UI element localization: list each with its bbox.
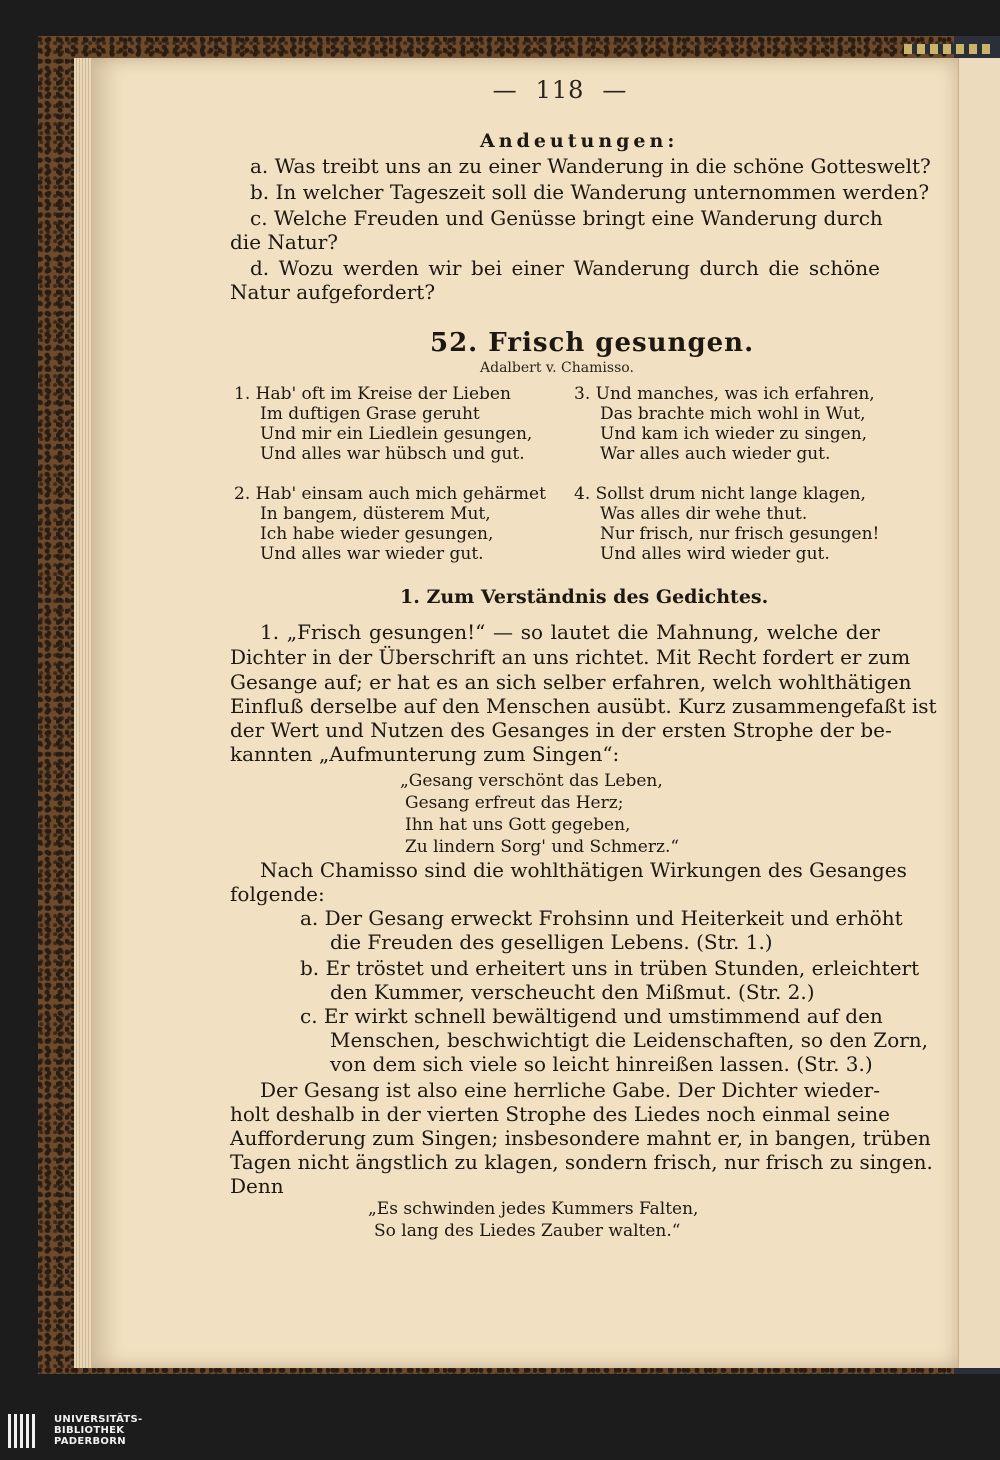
body-line: holt deshalb in der vierten Strophe des Liedes noch einmal seine — [230, 1102, 890, 1126]
poem-line: Was alles dir wehe thut. — [600, 504, 808, 524]
quote-line: „Es schwinden jedes Kummers Falten, — [368, 1199, 699, 1219]
quote-line: Ihn hat uns Gott gegeben, — [405, 815, 631, 835]
poem-line: Ich habe wieder gesungen, — [260, 524, 494, 544]
footer-bar — [0, 1410, 1000, 1460]
quote-line: So lang des Liedes Zauber walten.“ — [374, 1221, 681, 1241]
list-item: Menschen, beschwichtigt die Leidenschaften, so den Zorn, — [330, 1028, 929, 1052]
andeutung-line: a. Was treibt uns an zu einer Wanderung in die schöne Gotteswelt? — [250, 154, 931, 178]
body-line: Aufforderung zum Singen; insbesondere mahnt er, in bangen, trüben — [230, 1126, 931, 1150]
poem-author: Adalbert v. Chamisso. — [480, 360, 634, 376]
body-line: kannten „Aufmunterung zum Singen“: — [230, 742, 620, 766]
library-logo-icon — [8, 1414, 50, 1450]
poem-line: Das brachte mich wohl in Wut, — [600, 404, 866, 424]
body-line: Der Gesang ist also eine herrliche Gabe. Der Dichter wieder- — [260, 1078, 880, 1102]
poem-line: Und alles wird wieder gut. — [600, 544, 830, 564]
list-item: den Kummer, verscheucht den Mißmut. (Str. 2.) — [330, 980, 815, 1004]
gilt-band-top — [904, 44, 994, 54]
section-title: 1. Zum Verständnis des Gedichtes. — [400, 586, 769, 608]
body-line: Einfluß derselbe auf den Menschen ausübt. Kurz zusammengefaßt ist — [230, 694, 937, 718]
body-line: Nach Chamisso sind die wohlthätigen Wirkungen des Gesanges — [260, 858, 907, 882]
andeutung-line: b. In welcher Tageszeit soll die Wanderung unternommen werden? — [250, 180, 930, 204]
quote-line: Zu lindern Sorg' und Schmerz.“ — [405, 837, 680, 857]
list-item: b. Er tröstet und erheitert uns in trüben Stunden, erleichtert — [300, 956, 920, 980]
quote-line: „Gesang verschönt das Leben, — [400, 771, 663, 791]
poem-title: 52. Frisch gesungen. — [430, 328, 755, 358]
poem-line: 1. Hab' oft im Kreise der Lieben — [234, 384, 511, 404]
list-item: a. Der Gesang erweckt Frohsinn und Heiterkeit und erhöht — [300, 906, 903, 930]
library-name: UNIVERSITÄTS- BIBLIOTHEK PADERBORN — [54, 1414, 143, 1447]
poem-line: War alles auch wieder gut. — [600, 444, 831, 464]
page-number: — 118 — — [492, 76, 628, 104]
quote-line: Gesang erfreut das Herz; — [405, 793, 624, 813]
poem-line: Und alles war wieder gut. — [260, 544, 484, 564]
facing-page-edge — [958, 58, 1000, 1368]
list-item: die Freuden des geselligen Lebens. (Str. 1.) — [330, 930, 773, 954]
andeutung-line: c. Welche Freuden und Genüsse bringt eine Wanderung durch — [250, 206, 883, 230]
poem-line: 4. Sollst drum nicht lange klagen, — [574, 484, 866, 504]
body-line: Dichter in der Überschrift an uns richtet. Mit Recht fordert er zum — [230, 645, 911, 669]
list-item: von dem sich viele so leicht hinreißen lassen. (Str. 3.) — [330, 1052, 873, 1076]
poem-line: Und alles war hübsch und gut. — [260, 444, 525, 464]
body-line: folgende: — [230, 882, 325, 906]
andeutung-line: die Natur? — [230, 230, 339, 254]
poem-line: Und kam ich wieder zu singen, — [600, 424, 868, 444]
body-line: der Wert und Nutzen des Gesanges in der ersten Strophe der be- — [230, 718, 892, 742]
poem-line: 2. Hab' einsam auch mich gehärmet — [234, 484, 546, 504]
poem-line: Im duftigen Grase geruht — [260, 404, 480, 424]
poem-line: Und mir ein Liedlein gesungen, — [260, 424, 533, 444]
andeutungen-heading: Andeutungen: — [480, 130, 679, 152]
list-item: c. Er wirkt schnell bewältigend und umstimmend auf den — [300, 1004, 883, 1028]
poem-line: In bangem, düsterem Mut, — [260, 504, 491, 524]
andeutung-line: Natur aufgefordert? — [230, 280, 436, 304]
body-line: Tagen nicht ängstlich zu klagen, sondern frisch, nur frisch zu singen. — [230, 1150, 933, 1174]
body-line: 1. „Frisch gesungen!“ — so lautet die Mahnung, welche der — [260, 620, 880, 644]
andeutung-line: d. Wozu werden wir bei einer Wanderung durch die schöne — [250, 256, 880, 280]
poem-line: Nur frisch, nur frisch gesungen! — [600, 524, 880, 544]
body-line: Gesange auf; er hat es an sich selber erfahren, welch wohlthätigen — [230, 670, 912, 694]
body-line: Denn — [230, 1174, 284, 1198]
poem-line: 3. Und manches, was ich erfahren, — [574, 384, 875, 404]
